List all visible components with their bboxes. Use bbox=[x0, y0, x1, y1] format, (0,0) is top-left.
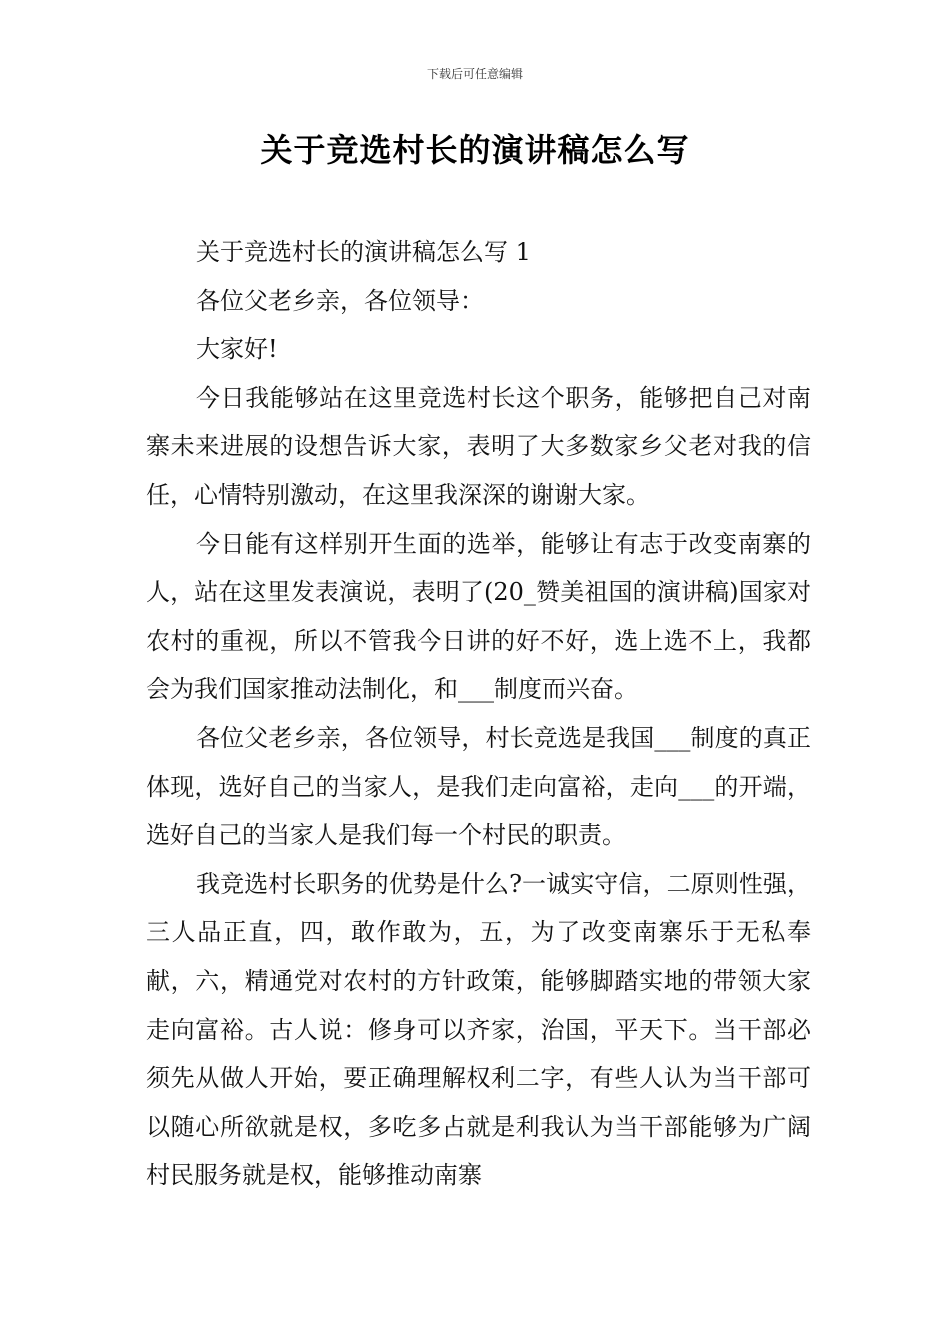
paragraph-greeting: 大家好! bbox=[196, 335, 278, 364]
paragraph: 今日我能够站在这里竞选村长这个职务，能够把自己对南寨未来进展的设想告诉大家，表明了大多数家乡父老对我的信任，心情特别激动，在这里我深深的谢谢大家。 bbox=[146, 383, 811, 509]
paragraph-salutation: 各位父老乡亲，各位领导： bbox=[196, 286, 484, 315]
paragraph: 我竞选村长职务的优势是什么?一诚实守信，二原则性强，三人品正直，四，敢作敢为，五，为了改变南寨乐于无私奉献，六，精通党对农村的方针政策，能够脚踏实地的带领大家走向富裕。古人说：修身可以齐家，治国，平天下。当干部必须先从做人开始，要正确理解权利二字，有些人认为当干部可以随心所欲就是权，多吃多占就是利我认为当干部能够为广阔村民服务就是权，能够推动南寨 bbox=[146, 869, 811, 1190]
paragraph: 各位父老乡亲，各位领导，村长竞选是我国___制度的真正体现，选好自己的当家人，是我们走向富裕，走向___的开端，选好自己的当家人是我们每一个村民的职责。 bbox=[146, 723, 811, 850]
paragraph: 今日能有这样别开生面的选举，能够让有志于改变南寨的人，站在这里发表演说，表明了(20_赞美祖国的演讲稿)国家对农村的重视，所以不管我今日讲的好不好，选上选不上，我都会为我们国家推动法制化，和___制度而兴奋。 bbox=[146, 529, 811, 704]
paragraph-subtitle: 关于竞选村长的演讲稿怎么写 1 bbox=[196, 238, 531, 266]
header-note: 下载后可任意编辑 bbox=[426, 67, 523, 81]
document-title: 关于竞选村长的演讲稿怎么写 bbox=[260, 131, 690, 169]
document-body bbox=[146, 228, 811, 1200]
